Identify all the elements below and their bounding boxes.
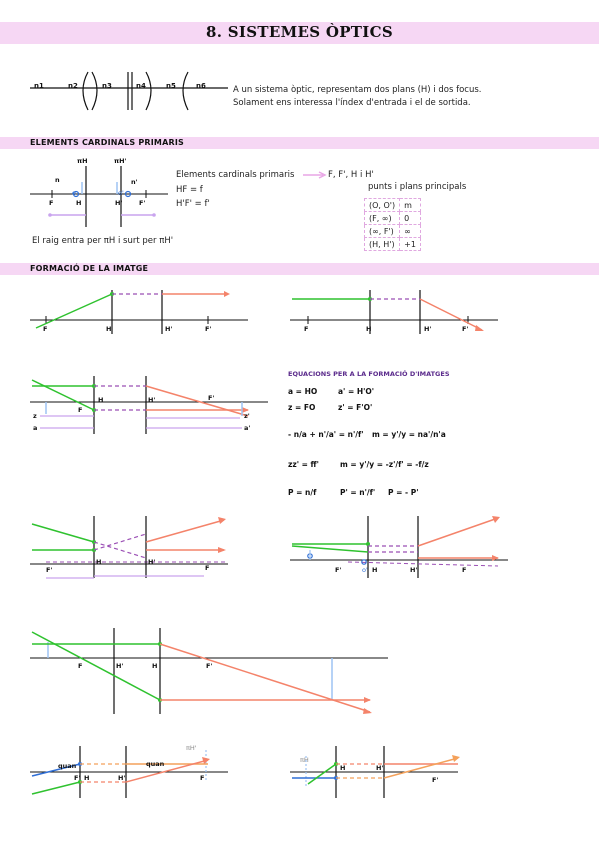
ray-diagram-h	[288, 742, 468, 802]
g-label-f: F	[200, 774, 205, 782]
a-label-f: F	[43, 325, 48, 333]
equations-title: EQUACIONS PER A LA FORMACIÓ D'IMATGES	[288, 370, 450, 378]
cardinal-elements-diagram	[28, 152, 178, 232]
d-label-f-prime: F'	[46, 566, 53, 574]
table-cell: +1	[400, 238, 421, 251]
eq-gauss: - n/a + n'/a' = n'/f'	[288, 430, 364, 439]
f-label-f-prime: F'	[206, 662, 213, 670]
ray-diagram-f	[28, 624, 388, 720]
c-label-h: H	[98, 396, 104, 404]
equation-hf-prime: H'F' = f'	[176, 199, 210, 209]
elements-text: Elements cardinals primaris	[176, 170, 295, 180]
table-row	[365, 225, 421, 238]
b-label-f: F	[304, 325, 309, 333]
medium-n2: n2	[68, 82, 78, 90]
table-row	[365, 238, 421, 251]
medium-n4: n4	[136, 82, 146, 90]
label-n: n	[55, 176, 60, 184]
ray-note: El raig entra per πH i surt per πH'	[32, 236, 174, 246]
section-heading-elements: ELEMENTS CARDINALS PRIMARIS	[30, 138, 184, 147]
section-heading-formacio: FORMACIÓ DE LA IMATGE	[30, 264, 149, 273]
eq-z: z = FO	[288, 403, 316, 412]
b-label-f-prime: F'	[462, 325, 469, 333]
medium-n1: n1	[34, 82, 44, 90]
ray-diagram-b	[288, 282, 498, 342]
table-cell: (F, ∞)	[365, 212, 400, 225]
table-cell: (O, O')	[365, 199, 400, 212]
f-label-f: F	[78, 662, 83, 670]
intro-line-2: Solament ens interessa l'índex d'entrada i el de sortida.	[233, 98, 471, 108]
eq-magnification-2: m = y'/y = -z'/f' = -f/z	[340, 460, 429, 469]
eq-a-prime: a' = H'O'	[338, 387, 375, 396]
e-label-h-prime: H'	[410, 566, 418, 574]
c-label-f-prime: F'	[208, 394, 215, 402]
g-label-quan-2: quan	[146, 760, 165, 768]
eq-magnification-1: m = y'/y = na'/n'a	[372, 430, 446, 439]
g-label-quan-1: quan	[58, 762, 77, 770]
ray-diagram-a	[28, 282, 248, 342]
d-label-h: H	[96, 558, 102, 566]
equation-hf: HF = f	[176, 185, 203, 195]
ray-diagram-e	[288, 512, 508, 592]
f-label-h: H	[152, 662, 158, 670]
table-cell: 0	[400, 212, 421, 225]
label-n-prime: n'	[131, 178, 138, 186]
label-f: F	[49, 199, 54, 207]
label-o-prime: o'	[118, 189, 124, 197]
plane-pi-h: πH	[77, 157, 88, 165]
table-row	[365, 199, 421, 212]
elements-list: F, F', H i H'	[328, 170, 374, 180]
a-label-f-prime: F'	[205, 325, 212, 333]
medium-n3: n3	[102, 82, 112, 90]
plane-pi-h-prime: πH'	[114, 157, 127, 165]
label-o: o	[72, 189, 76, 197]
table-cell: ∞	[400, 225, 421, 238]
c-label-a-prime: a'	[244, 424, 251, 432]
punts-title: punts i plans principals	[368, 182, 467, 192]
page-title: 8. SISTEMES ÒPTICS	[206, 23, 393, 41]
e-label-h: H	[372, 566, 378, 574]
h-label-h-prime: H'	[376, 764, 384, 772]
label-f-prime: F'	[139, 199, 146, 207]
table-cell: (∞, F')	[365, 225, 400, 238]
c-label-z: z	[33, 412, 37, 420]
e-label-o-prime: o'	[362, 566, 368, 574]
f-label-h-prime: H'	[116, 662, 124, 670]
eq-power-relation: P = - P'	[388, 488, 419, 497]
d-label-h-prime: H'	[148, 558, 156, 566]
c-label-h-prime: H'	[148, 396, 156, 404]
c-label-f: F	[78, 406, 83, 414]
intro-line-1: A un sistema òptic, representam dos plans (H) i dos focus.	[233, 85, 482, 95]
a-label-h-prime: H'	[165, 325, 173, 333]
principal-points-table	[364, 198, 421, 251]
ray-diagram-g	[28, 742, 228, 802]
eq-power-prime: P' = n'/f'	[340, 488, 376, 497]
arrow-icon	[303, 170, 327, 180]
a-label-h: H	[106, 325, 112, 333]
g-label-h-prime: H'	[118, 774, 126, 782]
e-label-f-prime: F'	[335, 566, 342, 574]
medium-n5: n5	[166, 82, 176, 90]
e-label-f: F	[462, 566, 467, 574]
h-label-pi-h: πH	[300, 756, 309, 764]
g-label-f-prime: F'	[74, 774, 81, 782]
g-label-h: H	[84, 774, 90, 782]
label-h: H	[76, 199, 82, 207]
table-cell: m	[400, 199, 421, 212]
ray-diagram-d	[28, 512, 238, 592]
b-label-h-prime: H'	[424, 325, 432, 333]
g-label-pi-h-prime: πH'	[186, 744, 197, 752]
eq-z-prime: z' = F'O'	[338, 403, 373, 412]
b-label-h: H	[366, 325, 372, 333]
d-label-f: F	[205, 564, 210, 572]
ray-diagram-c	[28, 372, 268, 440]
eq-newton: zz' = ff'	[288, 460, 319, 469]
label-h-prime: H'	[115, 199, 123, 207]
media-diagram	[28, 66, 228, 118]
medium-n6: n6	[196, 82, 206, 90]
eq-a: a = HO	[288, 387, 318, 396]
eq-power: P = n/f	[288, 488, 317, 497]
table-cell: (H, H')	[365, 238, 400, 251]
table-row	[365, 212, 421, 225]
h-label-f-prime: F'	[432, 776, 439, 784]
c-label-a: a	[33, 424, 38, 432]
h-label-h: H	[340, 764, 346, 772]
c-label-z-prime: z'	[244, 412, 250, 420]
